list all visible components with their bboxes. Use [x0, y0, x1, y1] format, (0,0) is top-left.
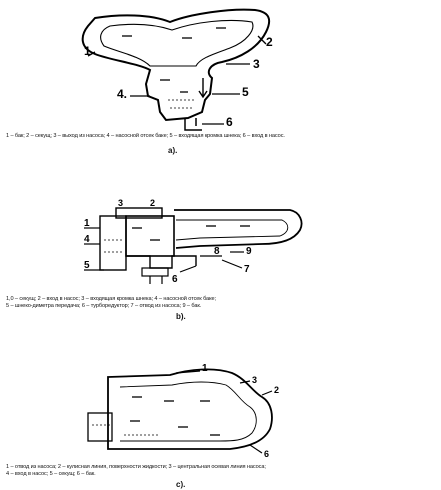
fig-b-sublabel: b). — [176, 312, 186, 321]
fig-b-lower-assembly — [126, 256, 196, 268]
fig-b-caption-line: 5 – шнеко-диметра передача; 6 – турборедуктор; 7 – отвод из насоса; 9 – бак. — [6, 303, 202, 309]
fig-a-caption — [6, 133, 285, 140]
fig-b-leader-7 — [222, 260, 242, 268]
fig-b-label-2: 2 — [150, 198, 156, 208]
fig-b-label-5: 5 — [84, 260, 90, 271]
fig-b-label-3: 3 — [118, 198, 124, 208]
fig-b-caption — [6, 296, 216, 310]
fig-a-label-6: 6 — [226, 115, 233, 129]
fig-a-caption-line: 1 – бак; 2 – секущ; 3 – выход из насоса; 4 – насосной отсек баке; 5 – входящая кромка шнека; 6 – вход в насос. — [6, 133, 285, 139]
fig-a-label-3: 3 — [253, 57, 260, 71]
fig-a-label-5: 5 — [242, 85, 249, 99]
fig-b-tank-inner — [176, 220, 288, 240]
fig-c-leader-2 — [262, 391, 272, 395]
fig-b-caption-line: 1,0 – секущ; 2 – вход в насос; 3 – входящая кромка шнека; 4 – насосной отсек баке; — [6, 296, 216, 302]
fig-b-label-9: 9 — [246, 246, 252, 257]
fig-b-label-1: 1 — [84, 218, 90, 229]
fig-b-leader-6 — [180, 266, 196, 272]
fig-c-caption — [6, 464, 266, 478]
fig-a-label-2: 2 — [266, 35, 273, 49]
fig-b-base — [142, 268, 168, 276]
fig-b-label-8: 8 — [214, 246, 220, 257]
fig-b-label-6: 6 — [172, 274, 178, 285]
figure-a-diagram — [0, 0, 441, 150]
fig-a-label-4: 4. — [117, 87, 128, 101]
fig-c-caption-line: 4 – вход в насос; 5 – секущ; 6 – бак. — [6, 471, 96, 477]
fig-a-inlet-pipe — [185, 118, 202, 130]
fig-c-sublabel: c). — [176, 480, 186, 489]
fig-b-label-7: 7 — [244, 264, 250, 275]
fig-b-label-4: 4 — [84, 234, 90, 245]
figure-c-diagram — [0, 355, 441, 465]
fig-b-pump-block — [100, 216, 126, 270]
fig-a-sublabel: а). — [168, 146, 178, 155]
fig-b-tank — [174, 210, 302, 248]
fig-b-legs — [150, 276, 162, 284]
fig-c-inner-wall — [120, 382, 256, 441]
fig-a-label-1: 1 — [84, 44, 91, 58]
fig-c-label-2: 2 — [274, 385, 280, 395]
fig-a-flow-arrow — [199, 78, 207, 97]
fig-c-label-3: 3 — [252, 375, 258, 385]
fig-c-label-1: 1 — [202, 363, 208, 374]
fig-c-leader-6 — [250, 445, 262, 453]
fig-c-caption-line: 1 – отвод из насоса; 2 – кулисная линия, поверхности жидкости; 3 – центральная осевая линия насоса; — [6, 464, 266, 470]
fig-b-housing — [126, 216, 174, 256]
figure-b-diagram — [0, 190, 441, 310]
fig-c-label-6: 6 — [264, 449, 270, 459]
